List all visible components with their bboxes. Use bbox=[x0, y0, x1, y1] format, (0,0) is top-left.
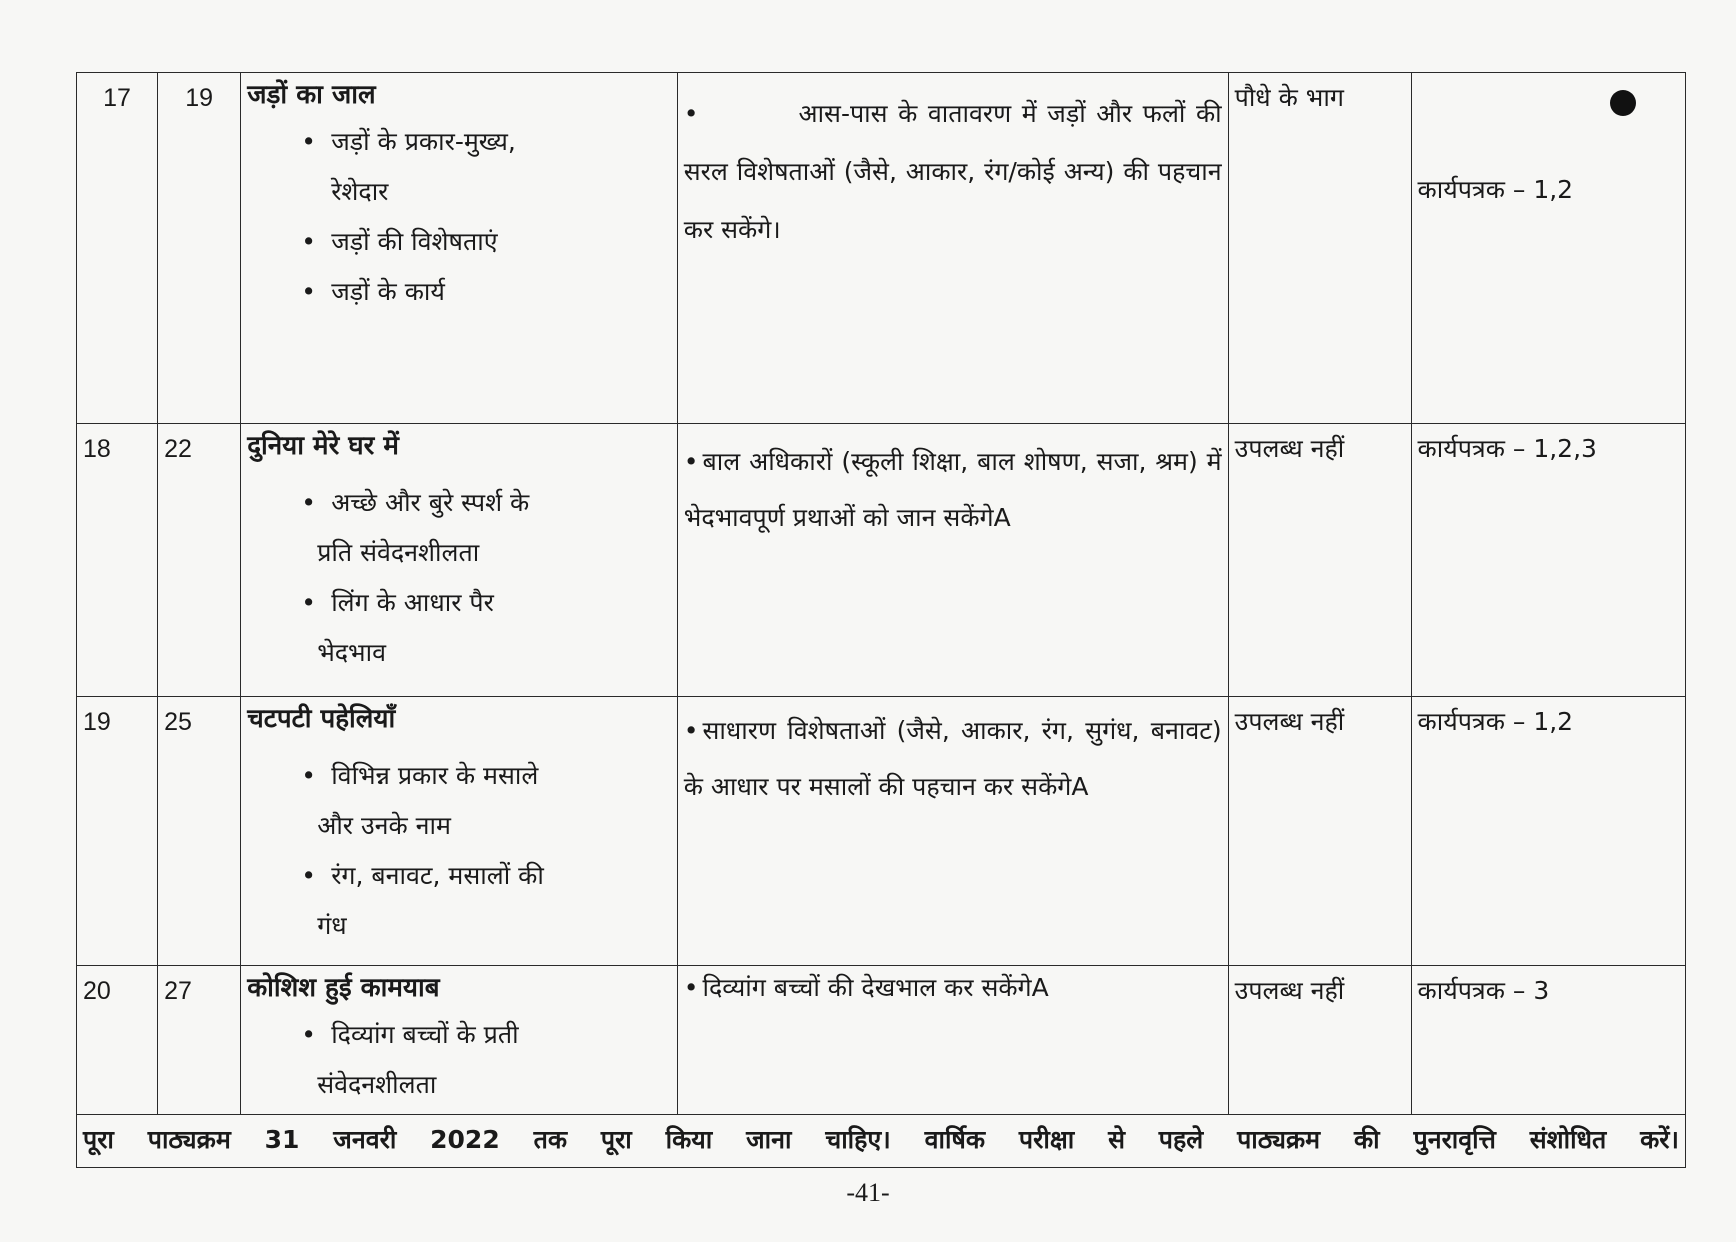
resource-cell: पौधे के भाग bbox=[1228, 73, 1411, 424]
table-row bbox=[77, 73, 1686, 424]
week-number: 22 bbox=[158, 424, 241, 697]
topic-line: और उनके नाम bbox=[317, 811, 451, 840]
serial-number: 17 bbox=[77, 73, 158, 424]
outcome-cell bbox=[677, 697, 1228, 966]
topic-bullet: • लिंग के आधार पैर bbox=[247, 578, 671, 628]
table-row bbox=[77, 424, 1686, 697]
worksheet-cell: कार्यपत्रक – 3 bbox=[1411, 966, 1685, 1115]
week-number: 27 bbox=[158, 966, 241, 1115]
topic-bullet: • अच्छे और बुरे स्पर्श के bbox=[247, 478, 671, 528]
week-number: 25 bbox=[158, 697, 241, 966]
topic-bullet: • दिव्यांग बच्चों के प्रती bbox=[247, 1010, 671, 1060]
bullet-dot: • bbox=[683, 716, 699, 745]
bullet-dot: • bbox=[683, 973, 699, 1002]
topic-line: गंध bbox=[317, 911, 347, 940]
worksheet-cell: कार्यपत्रक – 1,2 bbox=[1411, 697, 1685, 966]
week-number: 19 bbox=[158, 73, 241, 424]
topic-line: रेशेदार bbox=[331, 177, 389, 206]
topic-title: चटपटी पहेलियाँ bbox=[247, 704, 396, 734]
learning-outcome: आस-पास के वातावरण में जड़ों और फलों की सरल विशेषताओं (जैसे, आकार, रंग/कोई अन्य) की पहचान कर सकेंगे। bbox=[683, 99, 1222, 244]
worksheet-label: कार्यपत्रक – 1,2 bbox=[1417, 175, 1574, 204]
resource-cell: उपलब्ध नहीं bbox=[1228, 424, 1411, 697]
learning-outcome: साधारण विशेषताओं (जैसे, आकार, रंग, सुगंध, बनावट) के आधार पर मसालों की पहचान कर सकेंगेA bbox=[683, 716, 1222, 801]
topic-bullet: • जड़ों के कार्य bbox=[247, 267, 671, 317]
bullet-dot: • bbox=[683, 447, 699, 476]
outcome-cell bbox=[677, 424, 1228, 697]
topic-cell bbox=[241, 966, 678, 1115]
outcome-cell bbox=[677, 73, 1228, 424]
table-row bbox=[77, 697, 1686, 966]
topic-cell bbox=[241, 73, 678, 424]
topic-line: संवेदनशीलता bbox=[317, 1070, 437, 1099]
topic-title: जड़ों का जाल bbox=[247, 80, 376, 110]
outcome-cell bbox=[677, 966, 1228, 1115]
learning-outcome: बाल अधिकारों (स्कूली शिक्षा, बाल शोषण, सजा, श्रम) में भेदभावपूर्ण प्रथाओं को जान सकेंगेA bbox=[683, 447, 1222, 532]
topic-bullet: • विभिन्न प्रकार के मसाले bbox=[247, 751, 671, 801]
topic-line: प्रति संवेदनशीलता bbox=[317, 538, 480, 567]
worksheet-cell bbox=[1411, 73, 1685, 424]
topic-cell bbox=[241, 697, 678, 966]
syllabus-table bbox=[76, 72, 1686, 1168]
completion-note: पूरा पाठ्यक्रम 31 जनवरी 2022 तक पूरा किया जाना चाहिए। वार्षिक परीक्षा से पहले पाठ्यक्रम की पुनरावृत्ति संशोधित करें। bbox=[77, 1115, 1686, 1168]
topic-cell bbox=[241, 424, 678, 697]
topic-bullet: • जड़ों की विशेषताएं bbox=[247, 217, 671, 267]
resource-cell: उपलब्ध नहीं bbox=[1228, 966, 1411, 1115]
footer-row bbox=[77, 1115, 1686, 1168]
bullet-dot: • bbox=[683, 99, 699, 128]
topic-title: कोशिश हुई कामयाब bbox=[247, 973, 440, 1003]
topic-title: दुनिया मेरे घर में bbox=[247, 431, 399, 461]
learning-outcome: दिव्यांग बच्चों की देखभाल कर सकेंगेA bbox=[702, 973, 1049, 1002]
topic-bullet: • जड़ों के प्रकार-मुख्य, bbox=[247, 117, 671, 167]
page-number: -41- bbox=[846, 1178, 890, 1207]
serial-number: 18 bbox=[77, 424, 158, 697]
serial-number: 20 bbox=[77, 966, 158, 1115]
topic-bullet: • रंग, बनावट, मसालों की bbox=[247, 851, 671, 901]
serial-number: 19 bbox=[77, 697, 158, 966]
resource-cell: उपलब्ध नहीं bbox=[1228, 697, 1411, 966]
topic-line: भेदभाव bbox=[317, 638, 387, 667]
table-row bbox=[77, 966, 1686, 1115]
worksheet-cell: कार्यपत्रक – 1,2,3 bbox=[1411, 424, 1685, 697]
